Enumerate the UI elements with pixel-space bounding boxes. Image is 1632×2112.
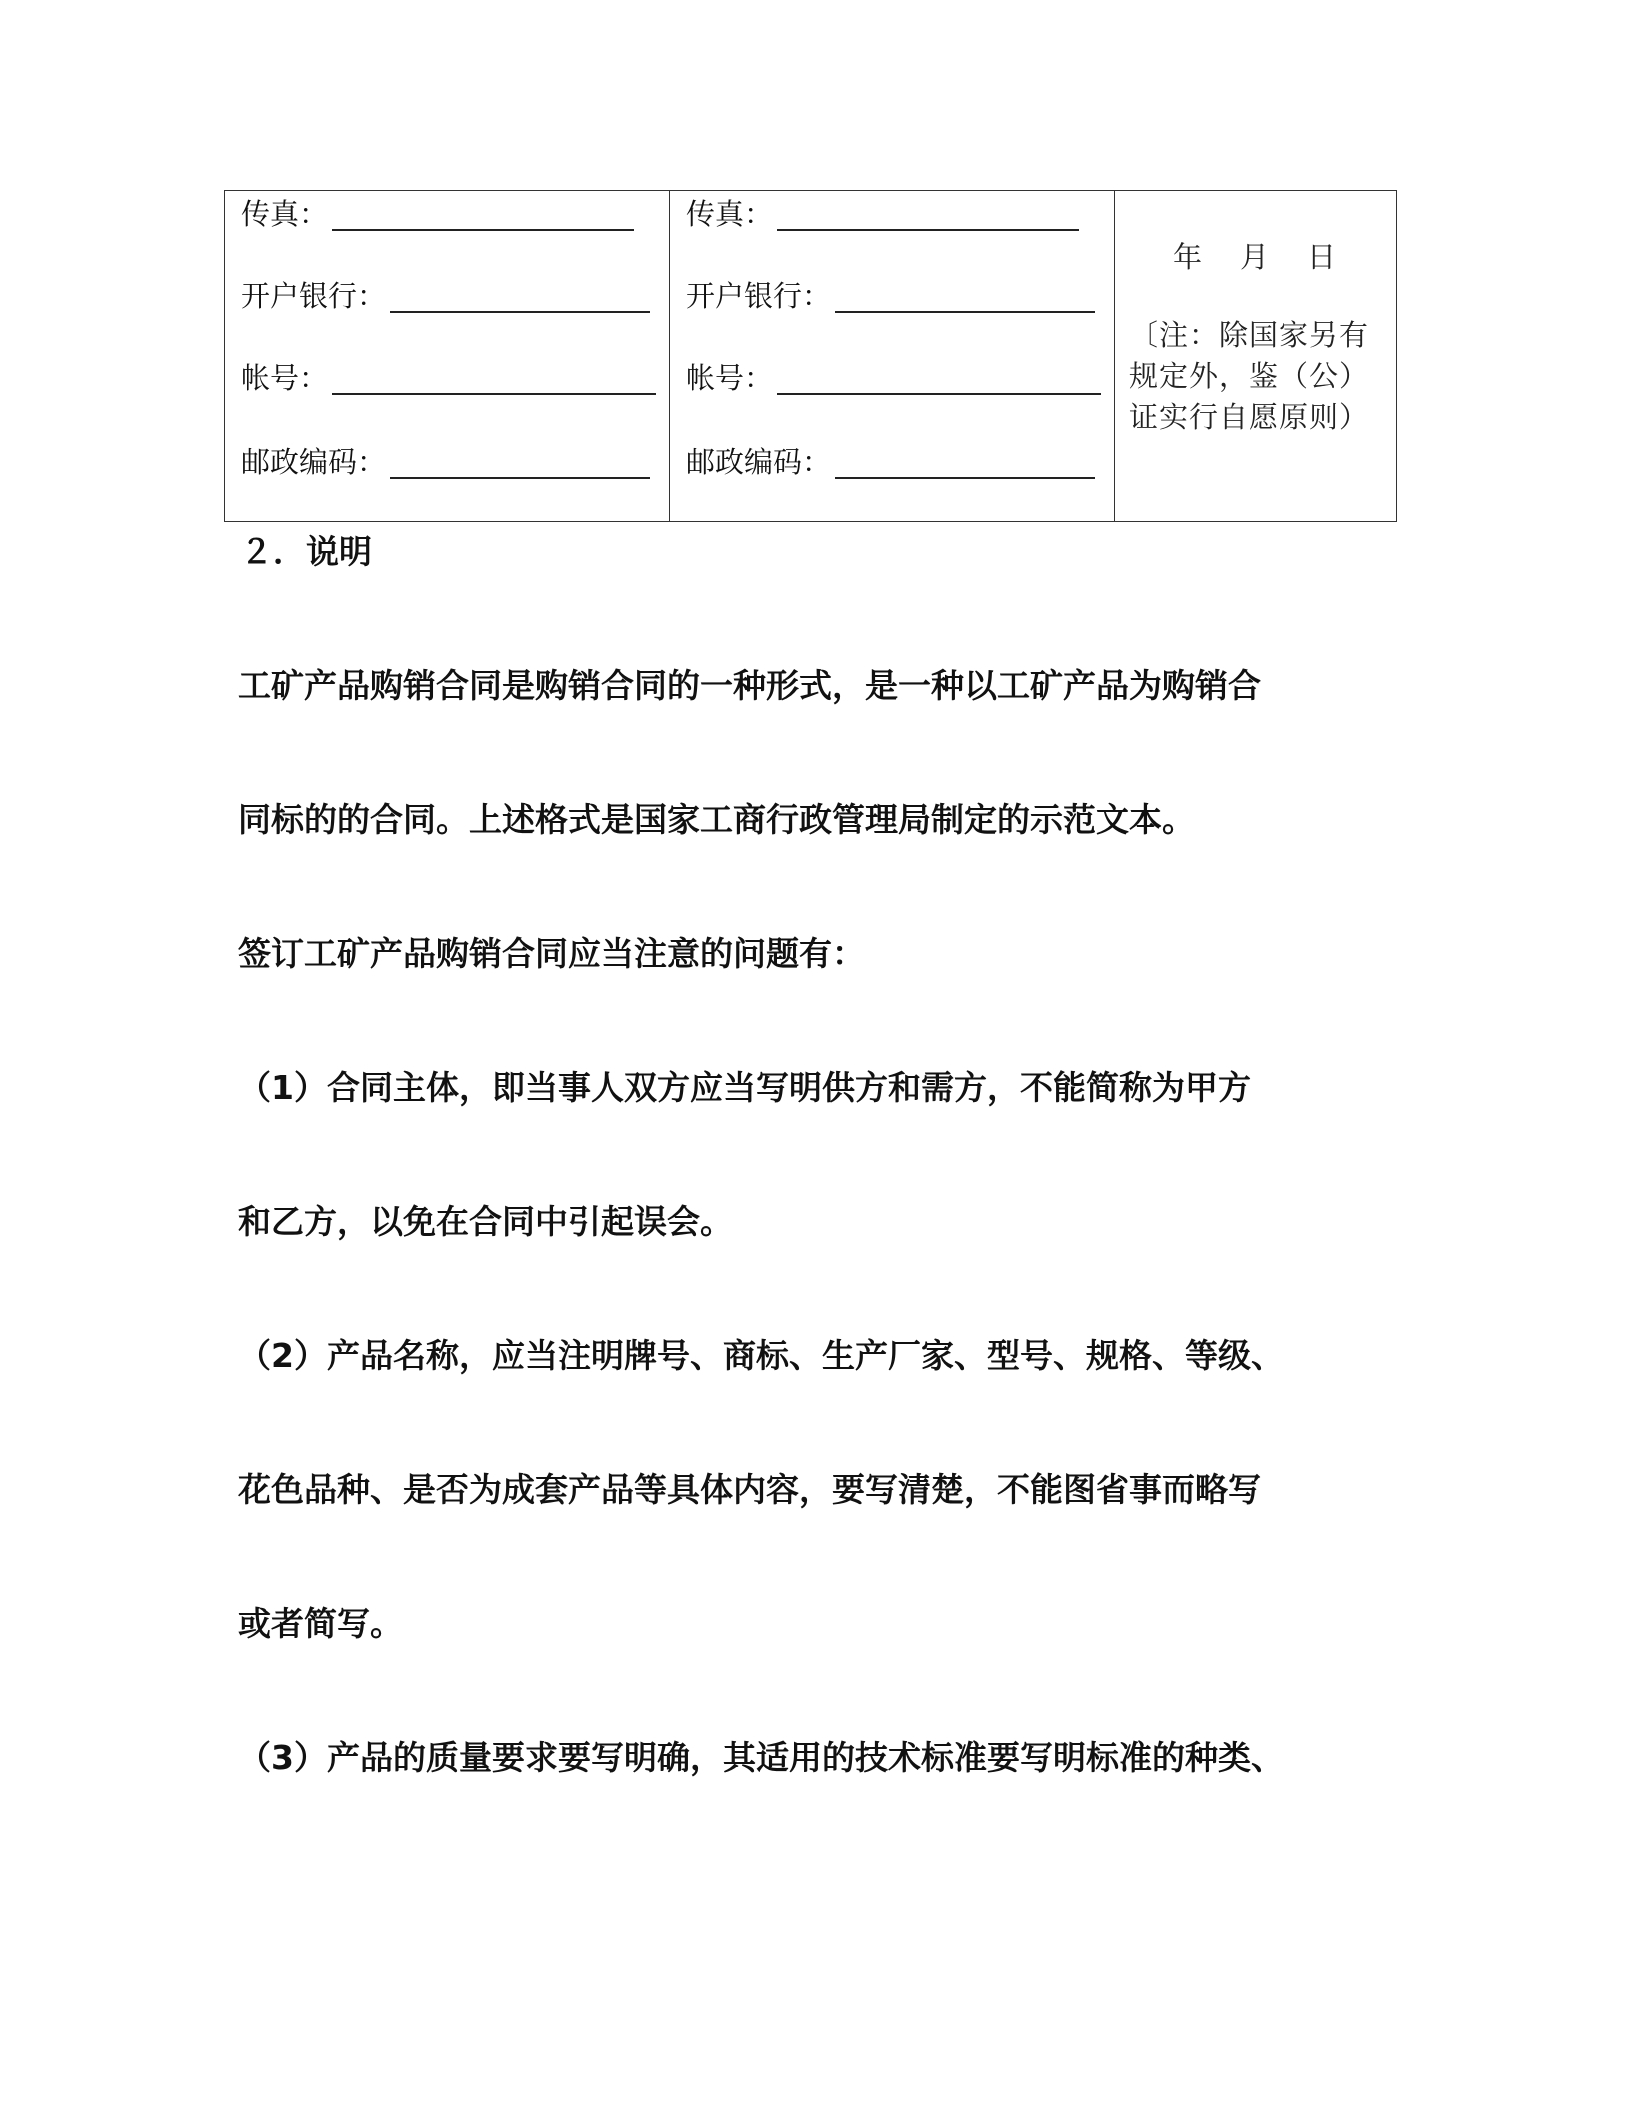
postcode-label: 邮政编码： bbox=[686, 445, 832, 479]
bank-label: 开户银行： bbox=[241, 279, 387, 313]
body-line: 签订工矿产品购销合同应当注意的问题有： bbox=[238, 934, 865, 973]
supplier-info-cell bbox=[225, 191, 670, 522]
postcode-field bbox=[686, 445, 1095, 479]
day-label: 日 bbox=[1307, 240, 1339, 274]
account-blank[interactable] bbox=[777, 363, 1101, 395]
fax-blank[interactable] bbox=[777, 199, 1079, 231]
body-line: 花色品种、是否为成套产品等具体内容，要写清楚，不能图省事而略写 bbox=[238, 1470, 1261, 1509]
body-line: 或者简写。 bbox=[238, 1604, 403, 1643]
note-line: 规定外，鉴（公） bbox=[1129, 359, 1370, 393]
fax-label: 传真： bbox=[686, 197, 774, 231]
account-blank[interactable] bbox=[332, 363, 656, 395]
section-heading: ２．说明 bbox=[240, 532, 372, 571]
postcode-label: 邮政编码： bbox=[241, 445, 387, 479]
account-field bbox=[686, 361, 1101, 395]
contract-info-table bbox=[224, 190, 1397, 522]
account-label: 帐号： bbox=[241, 361, 329, 395]
postcode-blank[interactable] bbox=[835, 447, 1095, 479]
bank-field bbox=[686, 279, 1095, 313]
body-line: （1）合同主体，即当事人双方应当写明供方和需方，不能简称为甲方 bbox=[238, 1068, 1251, 1107]
body-line: 同标的的合同。上述格式是国家工商行政管理局制定的示范文本。 bbox=[238, 800, 1195, 839]
bank-label: 开户银行： bbox=[686, 279, 832, 313]
account-field bbox=[241, 361, 656, 395]
body-line: （3）产品的质量要求要写明确，其适用的技术标准要写明标准的种类、 bbox=[238, 1738, 1284, 1777]
notarization-note bbox=[1129, 315, 1387, 438]
fax-blank[interactable] bbox=[332, 199, 634, 231]
month-label: 月 bbox=[1239, 240, 1271, 274]
note-line: 〔注：除国家另有 bbox=[1129, 318, 1370, 352]
notarization-cell bbox=[1115, 191, 1397, 522]
body-line: （2）产品名称，应当注明牌号、商标、生产厂家、型号、规格、等级、 bbox=[238, 1336, 1284, 1375]
postcode-blank[interactable] bbox=[390, 447, 650, 479]
fax-label: 传真： bbox=[241, 197, 329, 231]
account-label: 帐号： bbox=[686, 361, 774, 395]
bank-field bbox=[241, 279, 650, 313]
note-line: 证实行自愿原则） bbox=[1129, 400, 1370, 434]
fax-field bbox=[686, 197, 1079, 231]
body-line: 和乙方，以免在合同中引起误会。 bbox=[238, 1202, 733, 1241]
fax-field bbox=[241, 197, 634, 231]
date-line bbox=[1115, 235, 1396, 276]
bank-blank[interactable] bbox=[835, 281, 1095, 313]
postcode-field bbox=[241, 445, 650, 479]
year-label: 年 bbox=[1172, 240, 1204, 274]
body-line: 工矿产品购销合同是购销合同的一种形式，是一种以工矿产品为购销合 bbox=[238, 666, 1261, 705]
bank-blank[interactable] bbox=[390, 281, 650, 313]
buyer-info-cell bbox=[670, 191, 1115, 522]
